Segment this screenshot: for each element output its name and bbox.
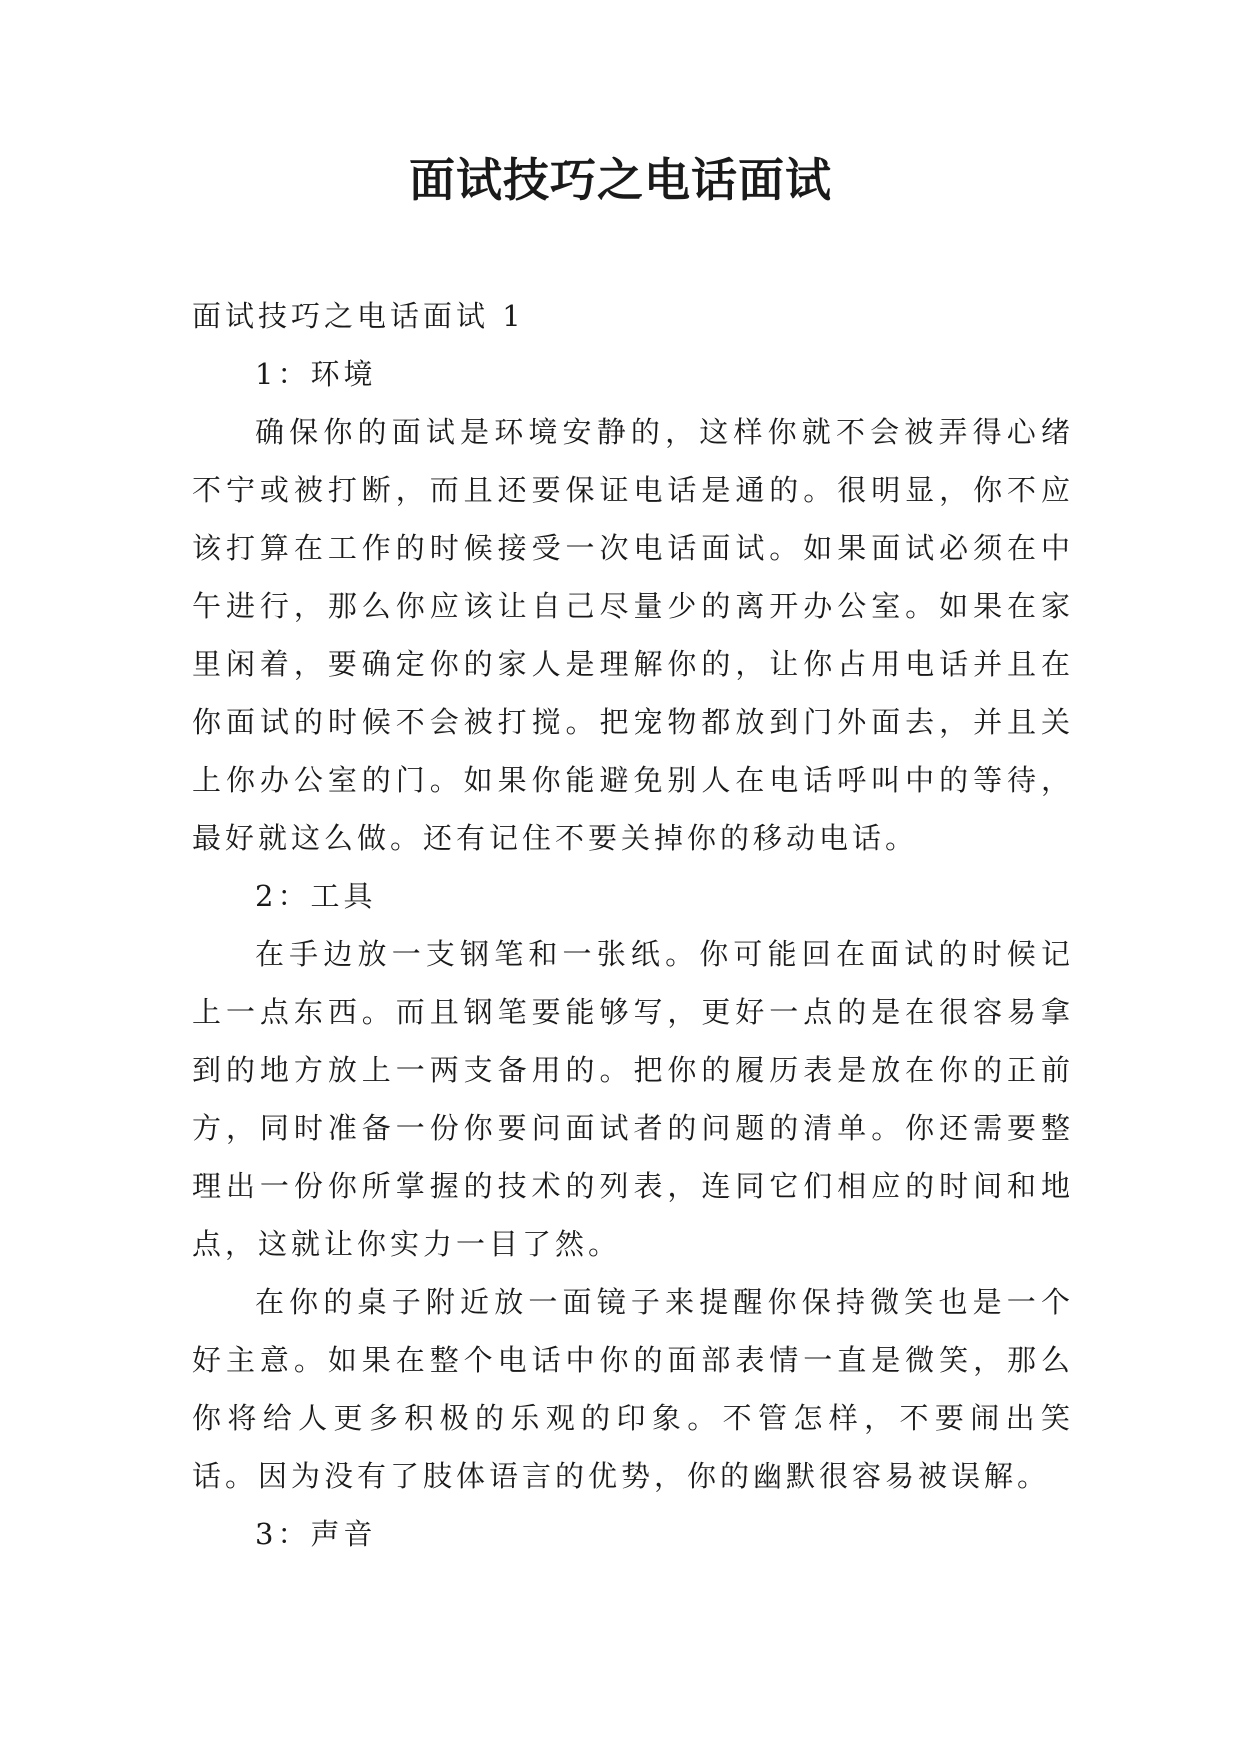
- document-subtitle: 面试技巧之电话面试 1: [192, 299, 525, 333]
- paragraph-tools-2: 在你的桌子附近放一面镜子来提醒你保持微笑也是一个好主意。如果在整个电话中你的面部表情一直是微笑，那么你将给人更多积极的乐观的印象。不管怎样，不要闹出笑话。因为没有了肢体语言的优势，你的幽默很容易被误解。: [192, 1285, 1074, 1493]
- section-heading-environment: 1：环境: [255, 357, 377, 391]
- section-heading-tools: 2：工具: [255, 879, 377, 913]
- section-heading-voice: 3：声音: [255, 1517, 377, 1551]
- paragraph-environment: 确保你的面试是环境安静的，这样你就不会被弄得心绪不宁或被打断，而且还要保证电话是通的。很明显，你不应该打算在工作的时候接受一次电话面试。如果面试必须在中午进行，那么你应该让自己尽量少的离开办公室。如果在家里闲着，要确定你的家人是理解你的，让你占用电话并且在你面试的时候不会被打搅。把宠物都放到门外面去，并且关上你办公室的门。如果你能避免别人在电话呼叫中的等待，最好就这么做。还有记住不要关掉你的移动电话。: [192, 415, 1074, 855]
- paragraph-tools-1: 在手边放一支钢笔和一张纸。你可能回在面试的时候记上一点东西。而且钢笔要能够写，更好一点的是在很容易拿到的地方放上一两支备用的。把你的履历表是放在你的正前方，同时准备一份你要问面试者的问题的清单。你还需要整理出一份你所掌握的技术的列表，连同它们相应的时间和地点，这就让你实力一目了然。: [192, 937, 1074, 1261]
- document-body: [192, 287, 1074, 1563]
- document-title: 面试技巧之电话面试: [409, 153, 832, 207]
